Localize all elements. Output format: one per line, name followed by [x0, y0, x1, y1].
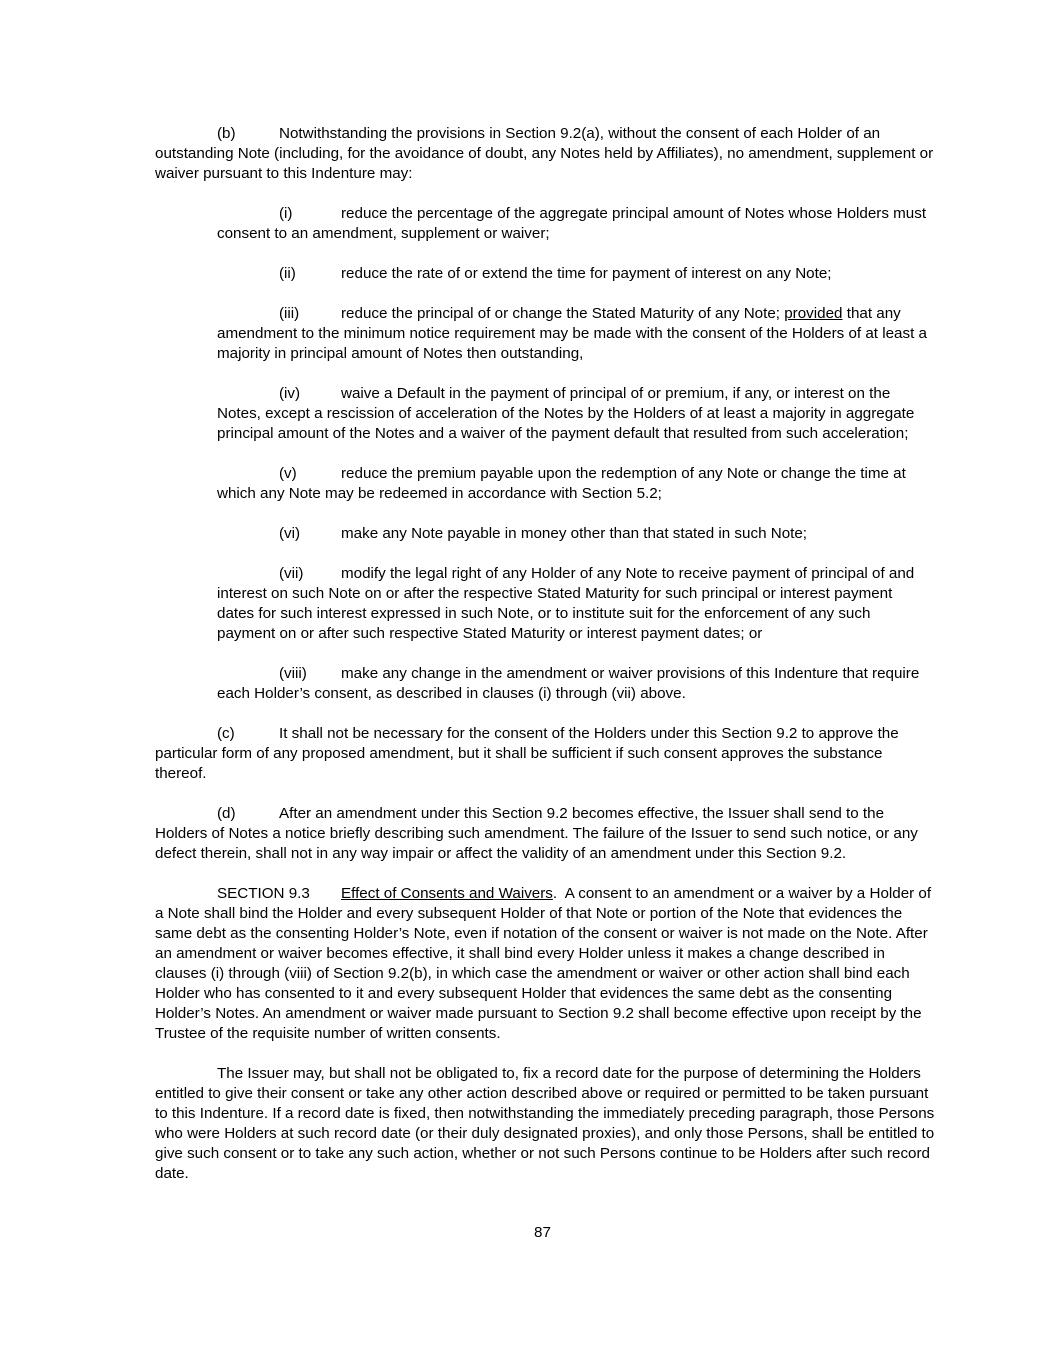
section-9-3-title: Effect of Consents and Waivers [341, 885, 553, 902]
clause-v-text: reduce the premium payable upon the redemption of any Note or change the time at which any Note may be redeemed in accordance with Section 5.2; [217, 465, 906, 502]
paragraph-d-text: After an amendment under this Section 9.2 becomes effective, the Issuer shall send to the Holders of Notes a notice briefly describing such amendment. The failure of the Issuer to send such notice, or any defect therein, shall not in any way impair or affect the validity of an amendment under this Section 9.2. [155, 805, 923, 862]
paragraph-c [155, 724, 935, 784]
clause-iv [217, 384, 932, 444]
clause-iii-text-before: reduce the principal of or change the Stated Maturity of any Note; [341, 305, 785, 322]
clause-vii [217, 564, 932, 644]
clause-ii-text: reduce the rate of or extend the time for payment of interest on any Note; [341, 265, 832, 282]
section-9-3-text: . A consent to an amendment or a waiver by a Holder of a Note shall bind the Holder and every subsequent Holder of that Note or portion of the Note that evidences the same debt as the consenting Holder’s Note, even if notation of the consent or waiver is not made on the Note. After an amendment or waiver becomes effective, it shall bind every Holder unless it makes a change described in clauses (i) through (viii) of Section 9.2(b), in which case the amendment or waiver or other action shall bind each Holder who has consented to it and every subsequent Holder that evidences the same debt as the consenting Holder’s Notes. An amendment or waiver made pursuant to Section 9.2 shall become effective upon receipt by the Trustee of the requisite number of written consents. [155, 885, 936, 1042]
clause-i-label: (i) [279, 205, 293, 222]
paragraph-c-label: (c) [217, 725, 235, 742]
clause-i [217, 204, 932, 244]
clause-v-label: (v) [279, 465, 297, 482]
paragraph-b-text: Notwithstanding the provisions in Section 9.2(a), without the consent of each Holder of an outstanding Note (including, for the avoidance of doubt, any Notes held by Affiliates), no amendment, supplement or waiver pursuant to this Indenture may: [155, 125, 938, 182]
clause-v [217, 464, 932, 504]
clause-i-text: reduce the percentage of the aggregate principal amount of Notes whose Holders must consent to an amendment, supplement or waiver; [217, 205, 927, 242]
clause-iv-label: (iv) [279, 385, 301, 402]
paragraph-d [155, 804, 935, 864]
clause-viii-text: make any change in the amendment or waiver provisions of this Indenture that require each Holder’s consent, as described in clauses (i) through (vii) above. [217, 665, 920, 702]
page-number: 87 [534, 1224, 551, 1241]
document-page [155, 124, 939, 1204]
paragraph-c-text: It shall not be necessary for the consent of the Holders under this Section 9.2 to approve the particular form of any proposed amendment, but it shall be sufficient if such consent approves the substance thereof. [155, 725, 903, 782]
clause-iii-label: (iii) [279, 305, 300, 322]
clause-viii-label: (viii) [279, 665, 307, 682]
clause-vi [217, 524, 932, 544]
clause-iv-text: waive a Default in the payment of principal of or premium, if any, or interest on the Notes, except a rescission of acceleration of the Notes by the Holders of at least a majority in aggregate principal amount of the Notes and a waiver of the payment default that resulted from such acceleration; [217, 385, 915, 442]
clause-vi-text: make any Note payable in money other than that stated in such Note; [341, 525, 808, 542]
clause-iii-text-after: that any amendment to the minimum notice requirement may be made with the consent of the Holders of at least a majority in principal amount of Notes then outstanding, [217, 305, 927, 362]
paragraph-record-date [155, 1064, 939, 1184]
paragraph-d-label: (d) [217, 805, 236, 822]
paragraph-b [155, 124, 938, 184]
paragraph-record-date-text: The Issuer may, but shall not be obligated to, fix a record date for the purpose of determining the Holders entitled to give their consent or take any other action described above or required or permitted to be taken pursuant to this Indenture. If a record date is fixed, then notwithstanding the immediately preceding paragraph, those Persons who were Holders at such record date (or their duly designated proxies), and only those Persons, shall be entitled to give such consent or to take any such action, whether or not such Persons continue to be Holders after such record date. [155, 1065, 939, 1182]
clause-ii [217, 264, 932, 284]
clause-viii [217, 664, 932, 704]
clause-vii-text: modify the legal right of any Holder of any Note to receive payment of principal of and interest on such Note on or after the respective Stated Maturity for such principal or interest payment dates for such interest expressed in such Note, or to institute suit for the enforcement of any such payment on or after such respective Stated Maturity or interest payment dates; or [217, 565, 915, 642]
clause-iii-provided: provided [784, 305, 843, 322]
clause-ii-label: (ii) [279, 265, 296, 282]
clause-vi-label: (vi) [279, 525, 301, 542]
clause-vii-label: (vii) [279, 565, 304, 582]
clause-iii [217, 304, 932, 364]
section-9-3-number: SECTION 9.3 [217, 885, 310, 902]
paragraph-b-label: (b) [217, 125, 236, 142]
section-9-3 [155, 884, 935, 1044]
